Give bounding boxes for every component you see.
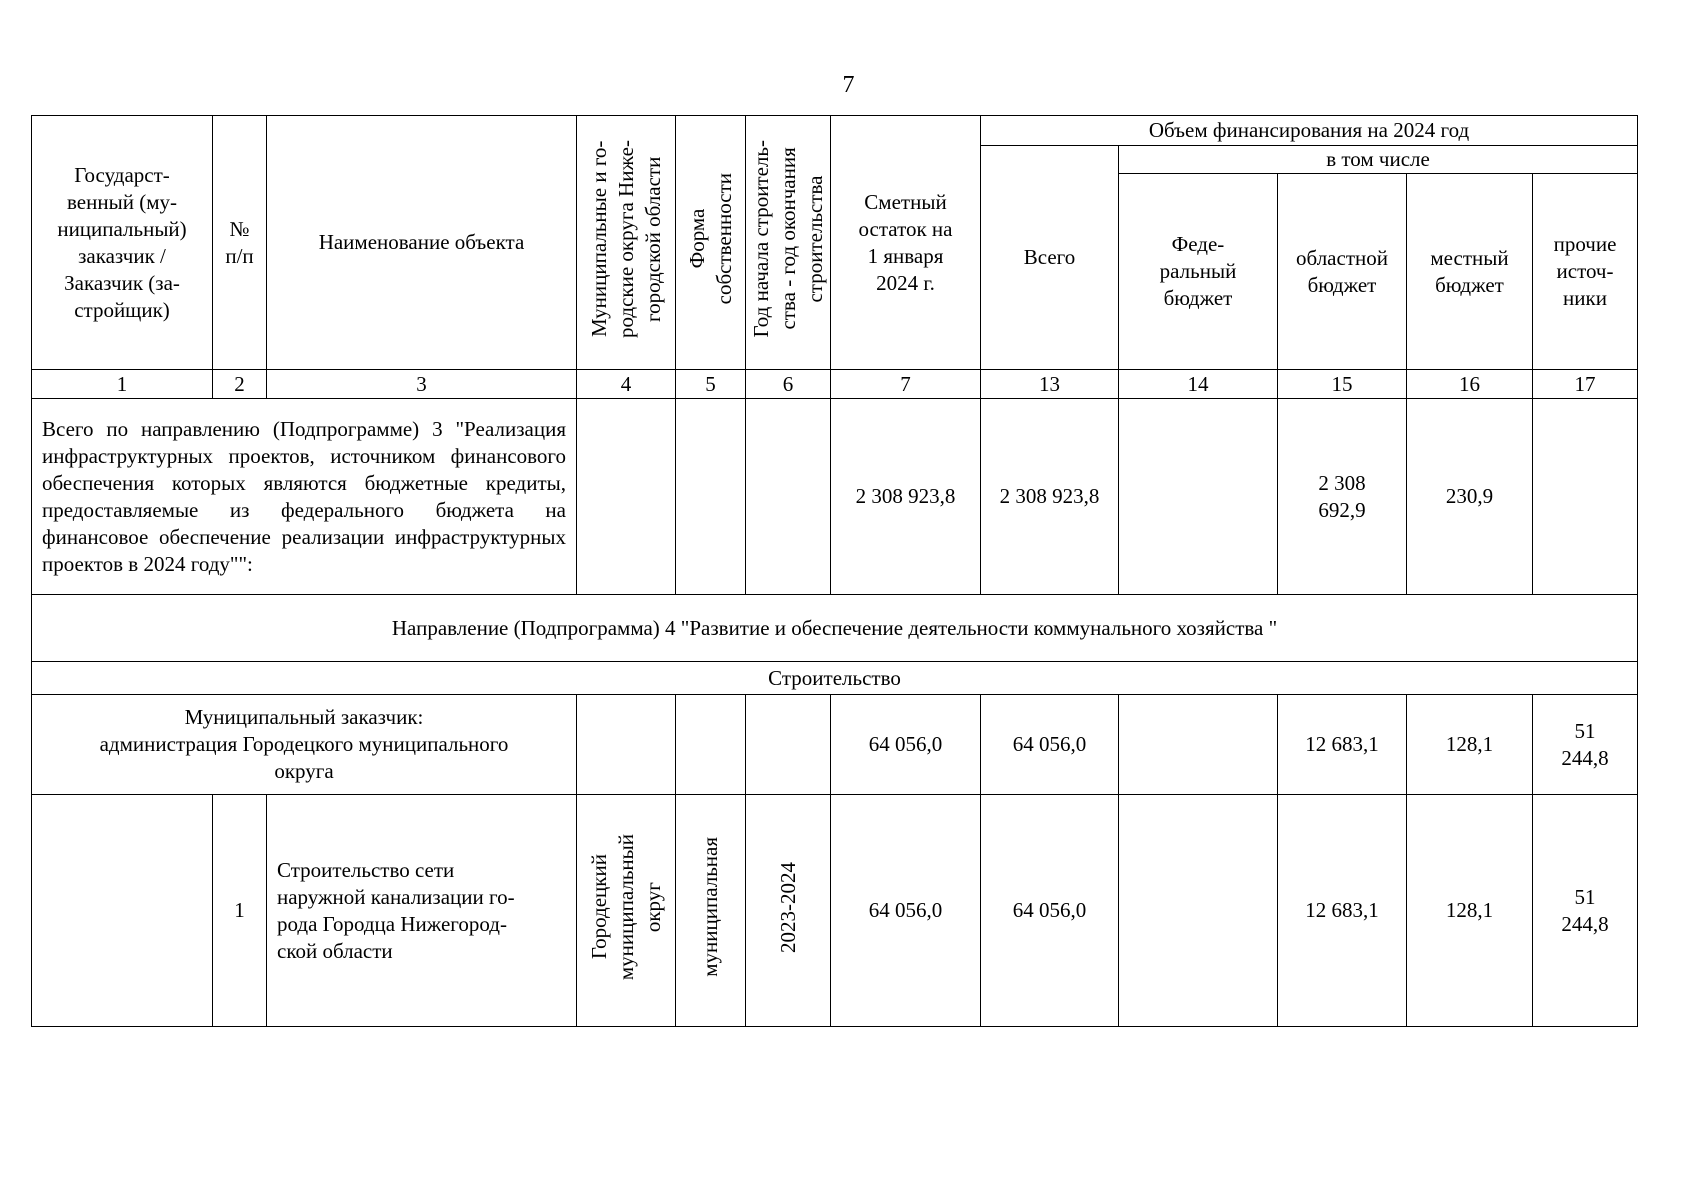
customer-federal — [1119, 695, 1278, 795]
header-funding-title: Объем финансирования на 2024 год — [981, 116, 1638, 146]
column-number: 5 — [676, 370, 746, 399]
customer-row — [32, 695, 1638, 795]
column-number: 13 — [981, 370, 1119, 399]
header-local: местный бюджет — [1407, 174, 1533, 370]
total-direction3-label: Всего по направлению (Подпрограмме) 3 "Реализация инфраструктурных проектов, источником финансового обеспечения которых являются бюджетные кредиты, предоставляемые из федерального бюджета на финансовое обеспечение реализации инфраструктурных проектов в 2024 году"": — [32, 399, 577, 595]
column-number: 16 — [1407, 370, 1533, 399]
header-years: Год начала строитель- ства - год окончания строительства — [746, 116, 831, 370]
direction4-row — [32, 595, 1638, 662]
customer-other: 51 244,8 — [1533, 695, 1638, 795]
object-municipality: Городецкий муниципальный округ — [577, 795, 676, 1027]
object-years: 2023-2024 — [746, 795, 831, 1027]
empty-cell — [746, 695, 831, 795]
financing-table — [31, 115, 1638, 1027]
customer-local: 128,1 — [1407, 695, 1533, 795]
header-federal: Феде- ральный бюджет — [1119, 174, 1278, 370]
column-numbers-row — [32, 370, 1638, 399]
object-ownership: муниципальная — [676, 795, 746, 1027]
header-balance: Сметный остаток на 1 января 2024 г. — [831, 116, 981, 370]
section-title: Строительство — [32, 662, 1638, 695]
object-balance: 64 056,0 — [831, 795, 981, 1027]
header-customer: Государст- венный (му- ниципальный) заказчик / Заказчик (за- стройщик) — [32, 116, 213, 370]
header-ownership: Форма собственности — [676, 116, 746, 370]
object-num: 1 — [213, 795, 267, 1027]
section-row — [32, 662, 1638, 695]
empty-cell — [577, 695, 676, 795]
total-direction3-federal — [1119, 399, 1278, 595]
header-municipalities: Муниципальные и го- родские округа Ниже- городской области — [577, 116, 676, 370]
customer-total: 64 056,0 — [981, 695, 1119, 795]
empty-cell — [676, 695, 746, 795]
object-total: 64 056,0 — [981, 795, 1119, 1027]
column-number: 3 — [267, 370, 577, 399]
object-local: 128,1 — [1407, 795, 1533, 1027]
column-number: 17 — [1533, 370, 1638, 399]
object-name: Строительство сети наружной канализации го- рода Городца Нижегород- ской области — [267, 795, 577, 1027]
header-object-name: Наименование объекта — [267, 116, 577, 370]
direction4-title: Направление (Подпрограмма) 4 "Развитие и обеспечение деятельности коммунального хозяйства " — [32, 595, 1638, 662]
customer-label: Муниципальный заказчик: администрация Городецкого муниципального округа — [32, 695, 577, 795]
page-number: 7 — [842, 72, 855, 98]
total-direction3-balance: 2 308 923,8 — [831, 399, 981, 595]
empty-cell — [746, 399, 831, 595]
header-regional: областной бюджет — [1278, 174, 1407, 370]
column-number: 2 — [213, 370, 267, 399]
empty-cell — [577, 399, 676, 595]
empty-cell — [32, 795, 213, 1027]
total-direction3-row — [32, 399, 1638, 595]
column-number: 4 — [577, 370, 676, 399]
customer-balance: 64 056,0 — [831, 695, 981, 795]
total-direction3-total: 2 308 923,8 — [981, 399, 1119, 595]
object-regional: 12 683,1 — [1278, 795, 1407, 1027]
header-total: Всего — [981, 146, 1119, 370]
total-direction3-local: 230,9 — [1407, 399, 1533, 595]
column-number: 6 — [746, 370, 831, 399]
object-row — [32, 795, 1638, 1027]
total-direction3-regional: 2 308 692,9 — [1278, 399, 1407, 595]
column-number: 1 — [32, 370, 213, 399]
object-other: 51 244,8 — [1533, 795, 1638, 1027]
column-number: 15 — [1278, 370, 1407, 399]
empty-cell — [676, 399, 746, 595]
header-num: № п/п — [213, 116, 267, 370]
object-federal — [1119, 795, 1278, 1027]
total-direction3-other — [1533, 399, 1638, 595]
header-including: в том числе — [1119, 146, 1638, 174]
customer-regional: 12 683,1 — [1278, 695, 1407, 795]
header-other: прочие источ- ники — [1533, 174, 1638, 370]
column-number: 7 — [831, 370, 981, 399]
column-number: 14 — [1119, 370, 1278, 399]
